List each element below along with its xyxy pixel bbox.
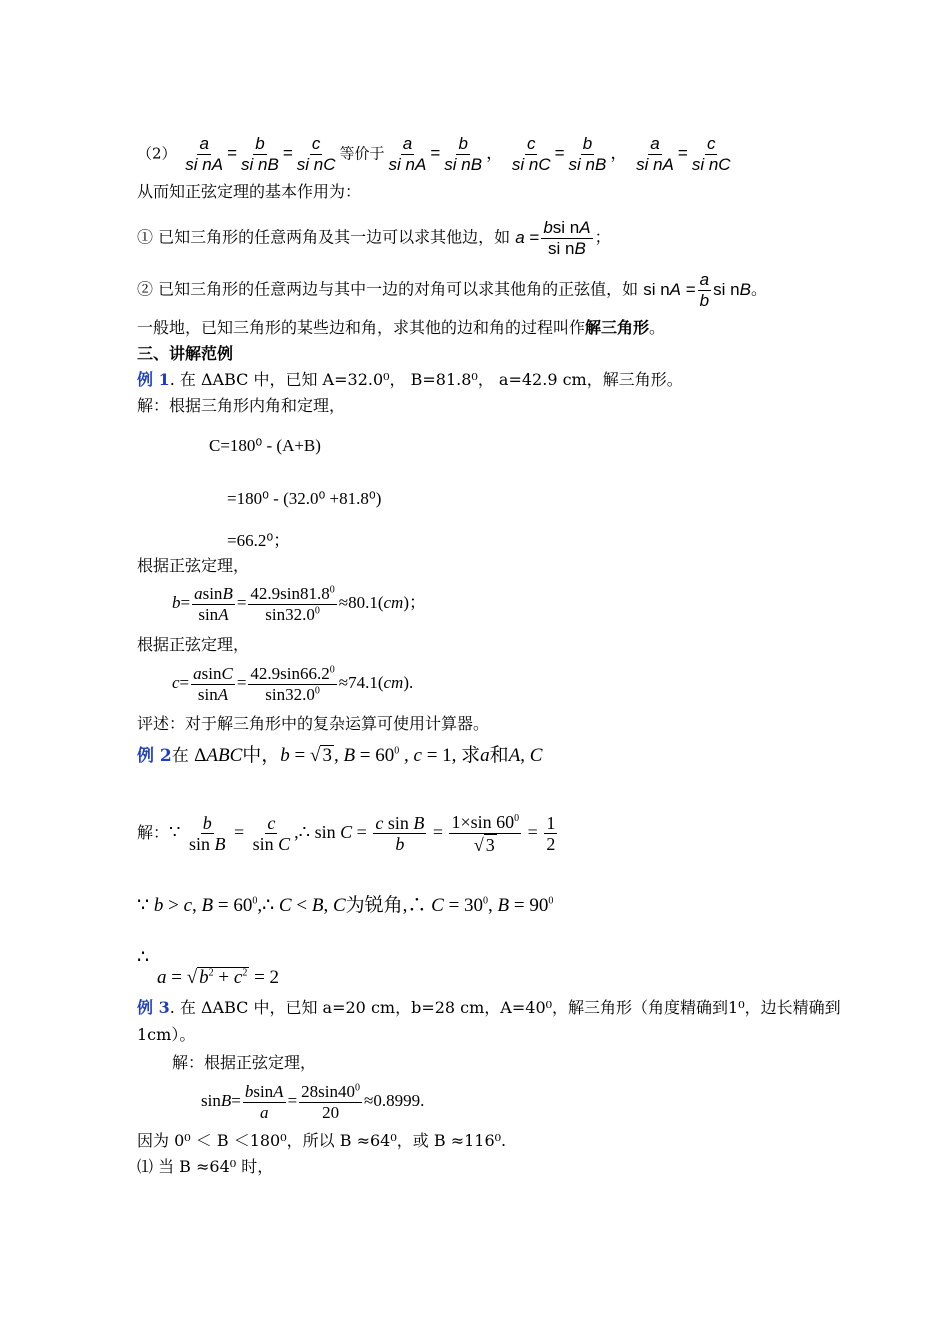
basic-role-text: 从而知正弦定理的基本作用为： [137,182,362,201]
law-of-sines-2: 根据正弦定理， [137,635,250,654]
example-1-text: . 在 ΔABC 中，已知 A=32.0⁰， B=81.8⁰， a=42.9 cm，解三角形。 [169,370,683,389]
formula-b: b= $\frac{asinB}{\sin A}$ = $\frac{42.9\sin 81.8^0}{\sin 32.0^0}$ ≈80.1(cm)； [172,584,427,624]
ex2-solution-3: ∴ a = √ $b^2 + c^2 = 2$ [137,947,280,988]
remark: 评述：对于解三角形中的复杂运算可使用计算器。 [137,714,490,733]
item-1: ① 已知三角形的任意两角及其一边可以求其他边，如 a = $\frac{\text{bsi nA}}{\text{si nB}}$ ； [137,218,611,258]
comma: ， [610,143,628,163]
ex1-calc-3: =66.2⁰； [227,531,291,550]
formula-sinB: sinB= $\frac{bsinA}{a}$ = $\frac{28\sin 40^0}{20}$ ≈0.8999. [201,1082,425,1122]
example-3-cont: 1cm）。 [137,1025,196,1044]
example-1-label: 例 1 [137,370,170,389]
ex1-calc-1: C=180⁰ - (A+B) [209,436,321,455]
formula-c: c= $\frac{asinC}{\sin A}$ = $\frac{42.9\sin 66.2^0}{\sin 32.0^0}$ ≈74.1(cm). [172,664,414,704]
example-2-label: 例 2 [137,746,172,766]
item-2: ② 已知三角形的任意两边与其中一边的对角可以求其他角的正弦值，如 si nA = $\frac{a}{b}$ si nB。 [137,270,767,310]
item-number: （2） [137,144,177,163]
general-text: 一般地，已知三角形的某些边和角，求其他的边和角的过程叫作 [137,318,586,337]
ex3-because: 因为 0⁰ ＜ B ＜180⁰，所以 B ≈64⁰，或 B ≈116⁰. [137,1131,507,1150]
general-bold: 解三角形 [585,318,650,337]
example-3-label: 例 3 [137,998,170,1017]
item-2-end: 。 [750,279,767,299]
equiv-text: 等价于 [339,144,385,163]
example-3 [137,1000,841,1016]
ex2-solution-2: ∵ b > c, $B = 60^0,\therefore$ C < B, C为锐角,∴ $C = 30^0$, $B = 90^0$ [137,895,554,916]
ex2-solution-1: 解：∵ $\frac{b}{\text{sin B}}$ = $\frac{c}{\text{sin C}}$ ,∴ sin C = $\frac{\text{c sin B}}{b}$ = $\frac{1\times\sin 60^0}{√ 3}$ = $\frac{1}{2}$ [137,812,556,855]
example-1 [137,372,683,388]
comma: ， [486,143,504,163]
ex3-solution: 解：根据正弦定理， [172,1053,317,1072]
item-1-end: ； [594,227,611,247]
law-of-sines-1: 根据正弦定理， [137,556,250,575]
example-2: 例 2在 ΔABC中，b = √ 3 , $B = 60^0$ , c = 1, 求a和A, C [137,745,543,766]
solution-prefix: 解： [137,822,170,842]
example-2-text: 在 [171,746,189,766]
general-statement [137,320,665,336]
item-2-text: ② 已知三角形的任意两边与其中一边的对角可以求其他角的正弦值，如 [137,279,639,299]
formula-line-2: （2） $\frac{a}{\text{si nA}}$ = $\frac{b}{\text{si nB}}$ = $\frac{c}{\text{si nC}}$ 等价于 $\frac{a}{\text{si nA}}$ = $\frac{b}{\text{si nB}}$ ， $\frac{c}{\text{si nC}}$ = $\frac{b}{\text{si nB}}$ ， $\frac{a}{\text{si nA}}$ = $\frac{c}{\text{si nC}}$ [137,134,731,174]
ex1-solution: 解：根据三角形内角和定理， [137,396,346,415]
item-1-text: ① 已知三角形的任意两角及其一边可以求其他边，如 [137,227,511,247]
example-3-text: . 在 ΔABC 中，已知 a=20 cm，b=28 cm，A=40⁰，解三角形（角度精确到1⁰，边长精确到 [169,998,841,1017]
general-end: 。 [649,318,666,337]
ex3-case-1: ⑴ 当 B ≈64⁰ 时， [137,1157,274,1176]
ex1-calc-2: =180⁰ - (32.0⁰ +81.8⁰) [227,489,382,508]
section-title: 三、讲解范例 [137,344,234,363]
